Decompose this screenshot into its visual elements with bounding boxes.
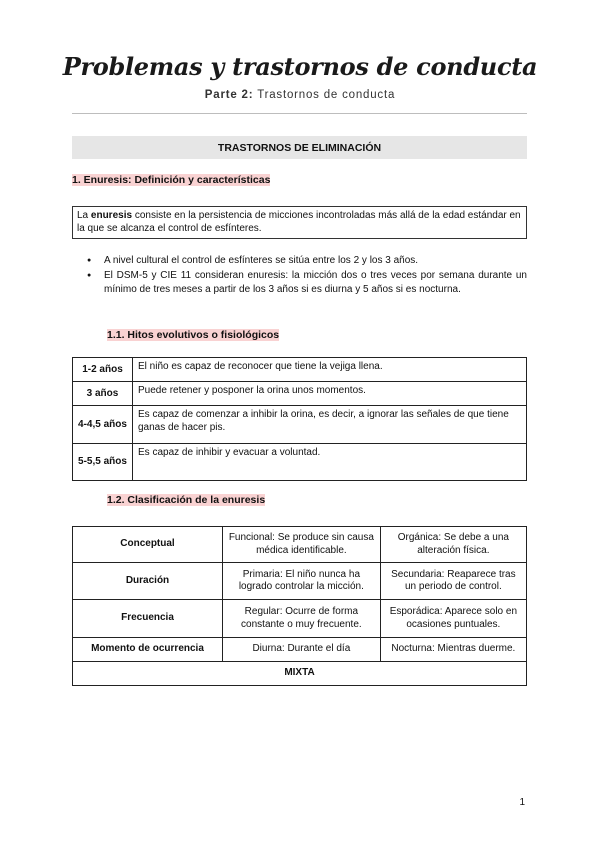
table-row [73, 527, 527, 563]
heading-enuresis-definition: 1. Enuresis: Definición y características [72, 174, 271, 186]
definition-prefix: La [77, 210, 91, 221]
table-row [73, 358, 527, 382]
mixta-cell: MIXTA [73, 662, 527, 686]
bullet-list [72, 254, 527, 298]
definition-term: enuresis [90, 210, 133, 221]
type-b-cell: Esporádica: Aparece solo en ocasiones puntuales. [380, 600, 526, 638]
desc-cell: El niño es capaz de reconocer que tiene la vejiga llena. [133, 358, 527, 382]
hitos-table [72, 357, 527, 481]
age-cell: 5-5,5 años [73, 444, 133, 481]
table-row [73, 382, 527, 406]
criterion-cell: Conceptual [73, 527, 223, 563]
definition-box [72, 206, 527, 239]
table-row [73, 406, 527, 444]
desc-cell: Es capaz de inhibir y evacuar a voluntad. [133, 444, 527, 481]
section-header: TRASTORNOS DE ELIMINACIÓN [72, 136, 527, 159]
header-divider [72, 113, 527, 114]
type-a-cell: Regular: Ocurre de forma constante o muy frecuente. [223, 600, 381, 638]
page-subtitle [0, 89, 600, 101]
desc-cell: Puede retener y posponer la orina unos momentos. [133, 382, 527, 406]
subtitle-label: Parte 2: [204, 89, 254, 101]
age-cell: 1-2 años [73, 358, 133, 382]
list-item: ● A nivel cultural el control de esfínteres se sitúa entre los 2 y los 3 años. [72, 254, 527, 269]
table-row [73, 638, 527, 662]
type-b-cell: Nocturna: Mientras duerme. [380, 638, 526, 662]
subtitle-text: Trastornos de conducta [257, 89, 396, 101]
criterion-cell: Frecuencia [73, 600, 223, 638]
heading-hitos: 1.1. Hitos evolutivos o fisiológicos [107, 329, 280, 341]
age-cell: 3 años [73, 382, 133, 406]
table-row [73, 662, 527, 686]
type-a-cell: Primaria: El niño nunca ha logrado controlar la micción. [223, 563, 381, 600]
page-number: 1 [519, 797, 525, 808]
heading-clasificacion: 1.2. Clasificación de la enuresis [107, 494, 266, 506]
table-row [73, 444, 527, 481]
criterion-cell: Duración [73, 563, 223, 600]
criterion-cell: Momento de ocurrencia [73, 638, 223, 662]
type-b-cell: Orgánica: Se debe a una alteración física. [380, 527, 526, 563]
age-cell: 4-4,5 años [73, 406, 133, 444]
page-title: Problemas y trastornos de conducta [62, 52, 538, 81]
table-row [73, 600, 527, 638]
type-a-cell: Diurna: Durante el día [223, 638, 381, 662]
list-item: ● El DSM-5 y CIE 11 consideran enuresis: la micción dos o tres veces por semana durante un mínimo de tres meses a partir de los 3 años si es diurna y 5 años si es nocturna. [72, 269, 527, 298]
clasificacion-table [72, 526, 527, 686]
type-a-cell: Funcional: Se produce sin causa médica identificable. [223, 527, 381, 563]
definition-text: consiste en la persistencia de micciones incontroladas más allá de la edad estándar en la que se alcanza el control de esfínteres. [77, 210, 521, 234]
table-row [73, 563, 527, 600]
desc-cell: Es capaz de comenzar a inhibir la orina, es decir, a ignorar las señales de que tiene ganas de hacer pis. [133, 406, 527, 444]
type-b-cell: Secundaria: Reaparece tras un periodo de control. [380, 563, 526, 600]
